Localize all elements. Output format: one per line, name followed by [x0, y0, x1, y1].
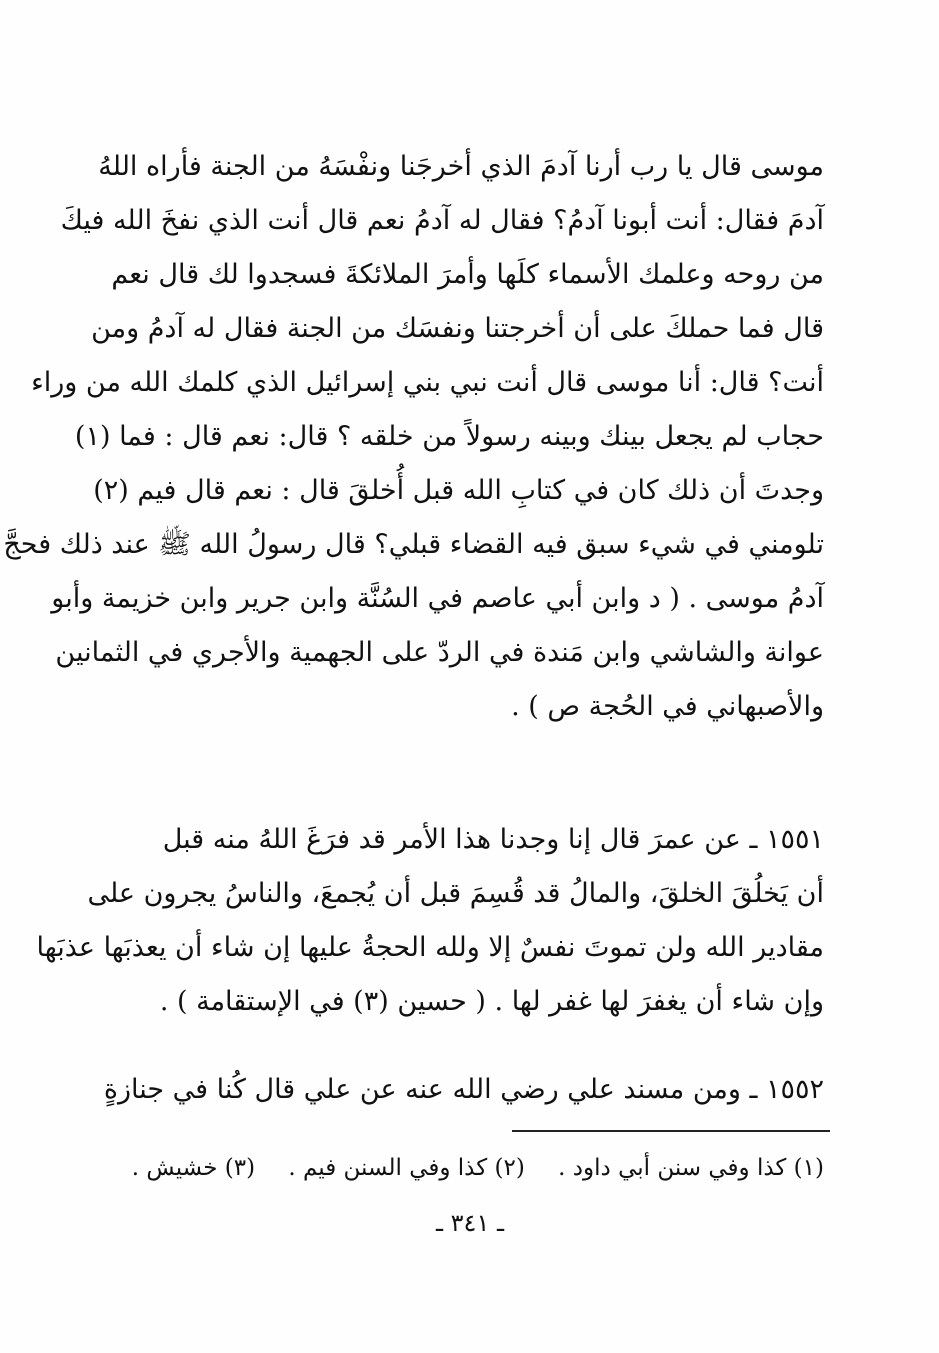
- paragraph-hadith-adam-musa: [3, 140, 824, 734]
- text-line: حجاب لم يجعل بينك وبينه رسولاً من خلقه ؟ قال: نعم قال : فما (١): [74, 421, 824, 452]
- footnotes: [118, 1148, 824, 1188]
- text-line: من روحه وعلمك الأسماء كلَها وأمرَ الملائكةَ فسجدوا لك قال نعم: [111, 259, 824, 290]
- text-line: عوانة والشاشي وابن مَندة في الردّ على الجهمية والأجري في الثمانين: [55, 637, 824, 668]
- text-line: آدمَ فقال: أنت أبونا آدمُ؟ فقال له آدمُ نعم قال أنت الذي نفخَ الله فيكَ: [60, 205, 824, 236]
- footnote-3: (٣) خشيش .: [131, 1155, 256, 1181]
- text-line: موسى قال يا رب أرنا آدمَ الذي أخرجَنا ونفْسَهُ من الجنة فأراه اللهُ: [98, 151, 824, 182]
- footnote-2: (٢) كذا وفي السنن فيم .: [288, 1155, 525, 1181]
- text-line: وإن شاء أن يغفرَ لها غفر لها . ( حسين (٣) في الإستقامة ) .: [159, 986, 824, 1017]
- text-line: آدمُ موسى . ( د وابن أبي عاصم في السُنَّة وابن جرير وابن خزيمة وأبو: [51, 583, 824, 614]
- paragraph-hadith-1551: [36, 813, 824, 1029]
- text-line: والأصبهاني في الحُجة ص ) .: [511, 691, 824, 722]
- footnote-1: (١) كذا وفي سنن أبي داود .: [558, 1155, 824, 1181]
- text-line: مقادير الله ولن تموتَ نفسٌ إلا ولله الحجةُ عليها إن شاء أن يعذبَها عذبَها: [36, 932, 824, 963]
- text-line: قال فما حملكَ على أن أخرجتنا ونفسَك من الجنة فقال له آدمُ ومن: [91, 313, 824, 344]
- page-number: ـ ٣٤١ ـ: [435, 1209, 504, 1237]
- text-line: ١٥٥٢ ـ ومن مسند علي رضي الله عنه عن علي قال كُنا في جنازةٍ: [103, 1074, 824, 1105]
- paragraph-hadith-1552: [103, 1063, 824, 1117]
- text-line: ١٥٥١ ـ عن عمرَ قال إنا وجدنا هذا الأمر قد فرَغَ اللهُ منه قبل: [162, 824, 824, 855]
- text-line: أن يَخلُقَ الخلقَ، والمالُ قد قُسِمَ قبل أن يُجمعَ، والناسُ يجرون على: [87, 878, 824, 909]
- text-line: وجدتَ أن ذلك كان في كتابِ الله قبل أُخلقَ قال : نعم قال فيم (٢): [93, 475, 824, 506]
- footnote-divider: [512, 1130, 830, 1132]
- text-line: أنت؟ قال: أنا موسى قال أنت نبي بني إسرائيل الذي كلمك الله من وراء: [31, 367, 824, 398]
- text-line: تلومني في شيء سبق فيه القضاء قبلي؟ قال رسولُ الله ﷺ عند ذلك فحجَّ: [3, 529, 824, 560]
